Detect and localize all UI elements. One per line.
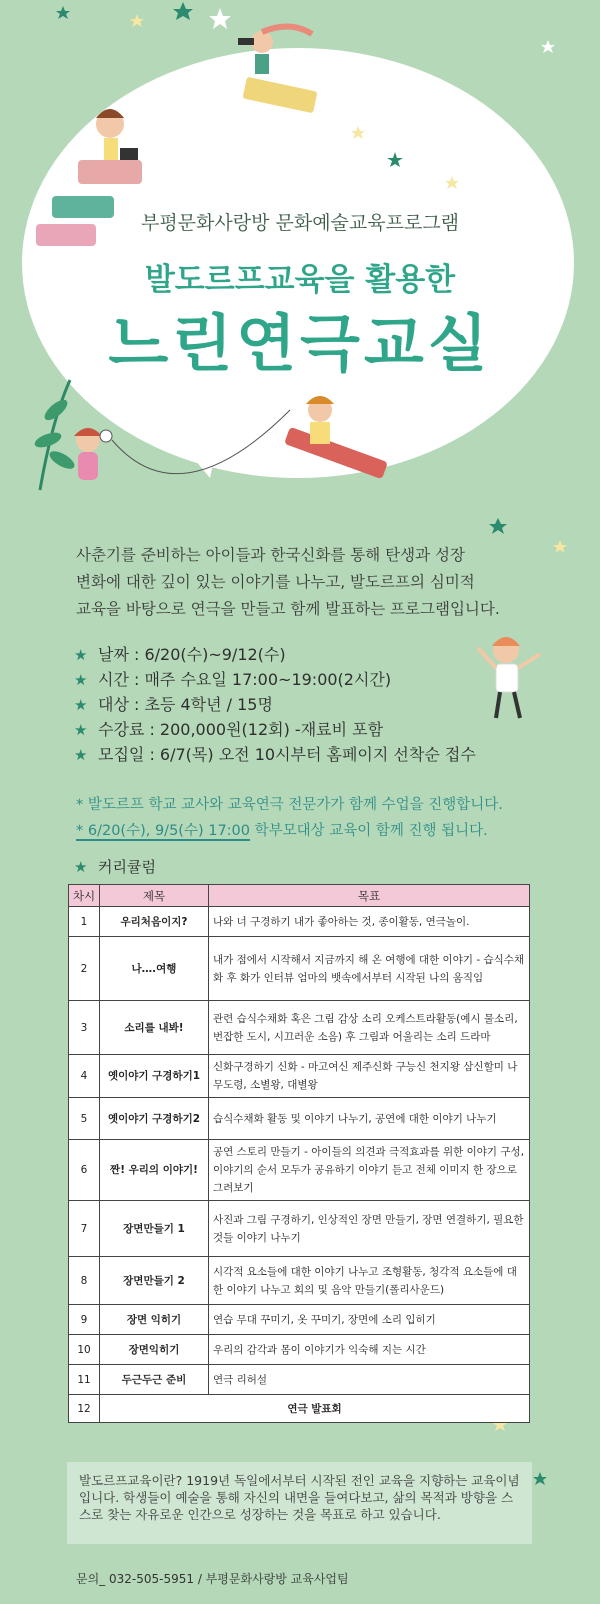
- row-goal: 습식수채화 활동 및 이야기 나누기, 공연에 대한 이야기 나누기: [209, 1098, 530, 1140]
- row-title: 장면만들기 1: [100, 1201, 209, 1257]
- star-icon: [387, 152, 403, 167]
- detail-text: 시간 : 매주 수요일 17:00~19:00(2시간): [98, 670, 392, 689]
- detail-date: [74, 642, 574, 667]
- detail-text: 날짜 : 6/20(수)~9/12(수): [98, 645, 286, 664]
- page-title: 느린연극교실: [108, 307, 492, 380]
- table-row: [69, 1098, 530, 1140]
- star-icon: [533, 1472, 547, 1485]
- curriculum-table: [68, 884, 530, 1423]
- row-number: 10: [69, 1335, 100, 1365]
- star-icon: ★: [74, 646, 88, 664]
- row-goal: 나와 너 구경하기 내가 좋아하는 것, 종이활동, 연극놀이.: [209, 907, 530, 937]
- column-header: 차시: [69, 885, 100, 907]
- book-illustration: [78, 160, 142, 184]
- row-number: 7: [69, 1201, 100, 1257]
- child-illustration: [251, 31, 273, 53]
- row-goal: 시각적 요소들에 대한 이야기 나누고 조형활동, 청각적 요소들에 대한 이야기 나누고 회의 및 음악 만들기(폴리사운드): [209, 1257, 530, 1305]
- star-icon: ★: [74, 721, 88, 739]
- intro-line: 변화에 대한 깊이 있는 이야기를 나누고, 발도르프의 심미적: [76, 573, 475, 591]
- intro-text: [76, 542, 546, 623]
- star-icon: ★: [74, 746, 88, 764]
- row-title: 짠! 우리의 이야기!: [100, 1140, 209, 1201]
- table-row: [69, 907, 530, 937]
- row-goal: 관련 습식수채화 혹은 그림 감상 소리 오케스트라활동(예시 물소리, 번잡한 도시, 시끄러운 소음) 후 그림과 어울리는 소리 드라마: [209, 1001, 530, 1055]
- star-icon: [173, 2, 193, 20]
- table-row: [69, 1140, 530, 1201]
- table-row: [69, 1001, 530, 1055]
- note-line: * 발도르프 학교 교사와 교육연극 전문가가 함께 수업을 진행합니다.: [76, 797, 503, 813]
- column-header: 목표: [209, 885, 530, 907]
- row-title: 장면만들기 2: [100, 1257, 209, 1305]
- table-row: [69, 1257, 530, 1305]
- book-illustration: [242, 77, 317, 113]
- star-icon: [553, 540, 567, 553]
- row-number: 9: [69, 1305, 100, 1335]
- detail-text: 모집일 : 6/7(목) 오전 10시부터 홈페이지 선착순 접수: [98, 745, 476, 764]
- star-icon: ★: [74, 696, 88, 714]
- detail-time: [74, 667, 574, 692]
- row-goal: 내가 점에서 시작해서 지금까지 해 온 여행에 대한 이야기 - 습식수채화 후 화가 인터뷰 엄마의 뱃속에서부터 시작된 나의 움직임: [209, 937, 530, 1001]
- detail-recruit: [74, 742, 574, 767]
- detail-target: [74, 692, 574, 717]
- row-goal: 신화구경하기 신화 - 마고여신 제주신화 구능신 천지왕 삼신할미 나무도령, 소별왕, 대별왕: [209, 1055, 530, 1098]
- star-icon: ★: [74, 858, 88, 876]
- table-row: [69, 1305, 530, 1335]
- star-icon: [209, 8, 231, 29]
- column-header: 제목: [100, 885, 209, 907]
- detail-text: 대상 : 초등 4학년 / 15명: [98, 695, 273, 714]
- star-icon: [351, 126, 365, 139]
- contact-info: 문의_ 032-505-5951 / 부평문화사랑방 교육사업팀: [76, 1572, 349, 1586]
- row-goal: 우리의 감각과 몸이 이야기가 익숙해 지는 시간: [209, 1335, 530, 1365]
- row-title: 장면 익히기: [100, 1305, 209, 1335]
- table-row: [69, 937, 530, 1001]
- note-line: [76, 818, 556, 844]
- table-header-row: [69, 885, 530, 907]
- note-highlight: * 6/20(수), 9/5(수) 17:00: [76, 823, 251, 839]
- intro-line: 교육을 바탕으로 연극을 만들고 함께 발표하는 프로그램입니다.: [76, 600, 500, 618]
- pencil-illustration: [284, 427, 388, 479]
- table-row: [69, 1201, 530, 1257]
- row-goal: 연극 리허설: [209, 1365, 530, 1395]
- row-goal: 공연 스토리 만들기 - 아이들의 의견과 극적효과를 위한 이야기 구성, 이야기의 순서 모두가 공유하기 이야기 듣고 전체 이미지 한 장으로 그려보기: [209, 1140, 530, 1201]
- row-number: 5: [69, 1098, 100, 1140]
- row-number: 1: [69, 907, 100, 937]
- subtitle: 발도르프교육을 활용한: [144, 262, 456, 298]
- row-title: 연극 발표회: [100, 1395, 530, 1423]
- star-icon: [541, 40, 555, 53]
- row-number: 4: [69, 1055, 100, 1098]
- row-title: 옛이야기 구경하기2: [100, 1098, 209, 1140]
- row-title: 소리를 내봐!: [100, 1001, 209, 1055]
- star-icon: [130, 14, 144, 27]
- row-title: 우리처음이지?: [100, 907, 209, 937]
- star-icon: [56, 6, 70, 19]
- curriculum-heading: [74, 856, 156, 877]
- row-title: 나….여행: [100, 937, 209, 1001]
- star-icon: [489, 518, 507, 534]
- table-row: [69, 1395, 530, 1423]
- row-number: 11: [69, 1365, 100, 1395]
- row-goal: 연습 무대 꾸미기, 옷 꾸미기, 장면에 소리 입히기: [209, 1305, 530, 1335]
- row-number: 6: [69, 1140, 100, 1201]
- row-number: 8: [69, 1257, 100, 1305]
- row-goal: 사진과 그림 구경하기, 인상적인 장면 만들기, 장면 연결하기, 필요한 것들 이야기 나누기: [209, 1201, 530, 1257]
- row-number: 12: [69, 1395, 100, 1423]
- notes: [76, 792, 556, 844]
- star-icon: [445, 176, 459, 189]
- org-title: 부평문화사랑방 문화예술교육프로그램: [140, 212, 460, 234]
- row-title: 두근두근 준비: [100, 1365, 209, 1395]
- row-number: 3: [69, 1001, 100, 1055]
- star-icon: ★: [74, 671, 88, 689]
- row-title: 장면익히기: [100, 1335, 209, 1365]
- row-title: 옛이야기 구경하기1: [100, 1055, 209, 1098]
- table-row: [69, 1055, 530, 1098]
- note-rest: 학부모대상 교육이 함께 진행 됩니다.: [250, 823, 488, 839]
- about-box: 발도르프교육이란? 1919년 독일에서부터 시작된 전인 교육을 지향하는 교육이념입니다. 학생들이 예술을 통해 자신의 내면을 들여다보고, 삶의 목적과 방향을 스스로 찾는 자유로운 인간으로 성장하는 것을 목표로 하고 있습니다.: [67, 1462, 532, 1544]
- intro-line: 사춘기를 준비하는 아이들과 한국신화를 통해 탄생과 성장: [76, 546, 465, 564]
- table-row: [69, 1365, 530, 1395]
- table-row: [69, 1335, 530, 1365]
- curriculum-heading-text: 커리큘럼: [98, 858, 156, 876]
- detail-text: 수강료 : 200,000원(12회) -재료비 포함: [98, 720, 384, 739]
- details-list: [74, 642, 574, 767]
- detail-fee: [74, 717, 574, 742]
- row-number: 2: [69, 937, 100, 1001]
